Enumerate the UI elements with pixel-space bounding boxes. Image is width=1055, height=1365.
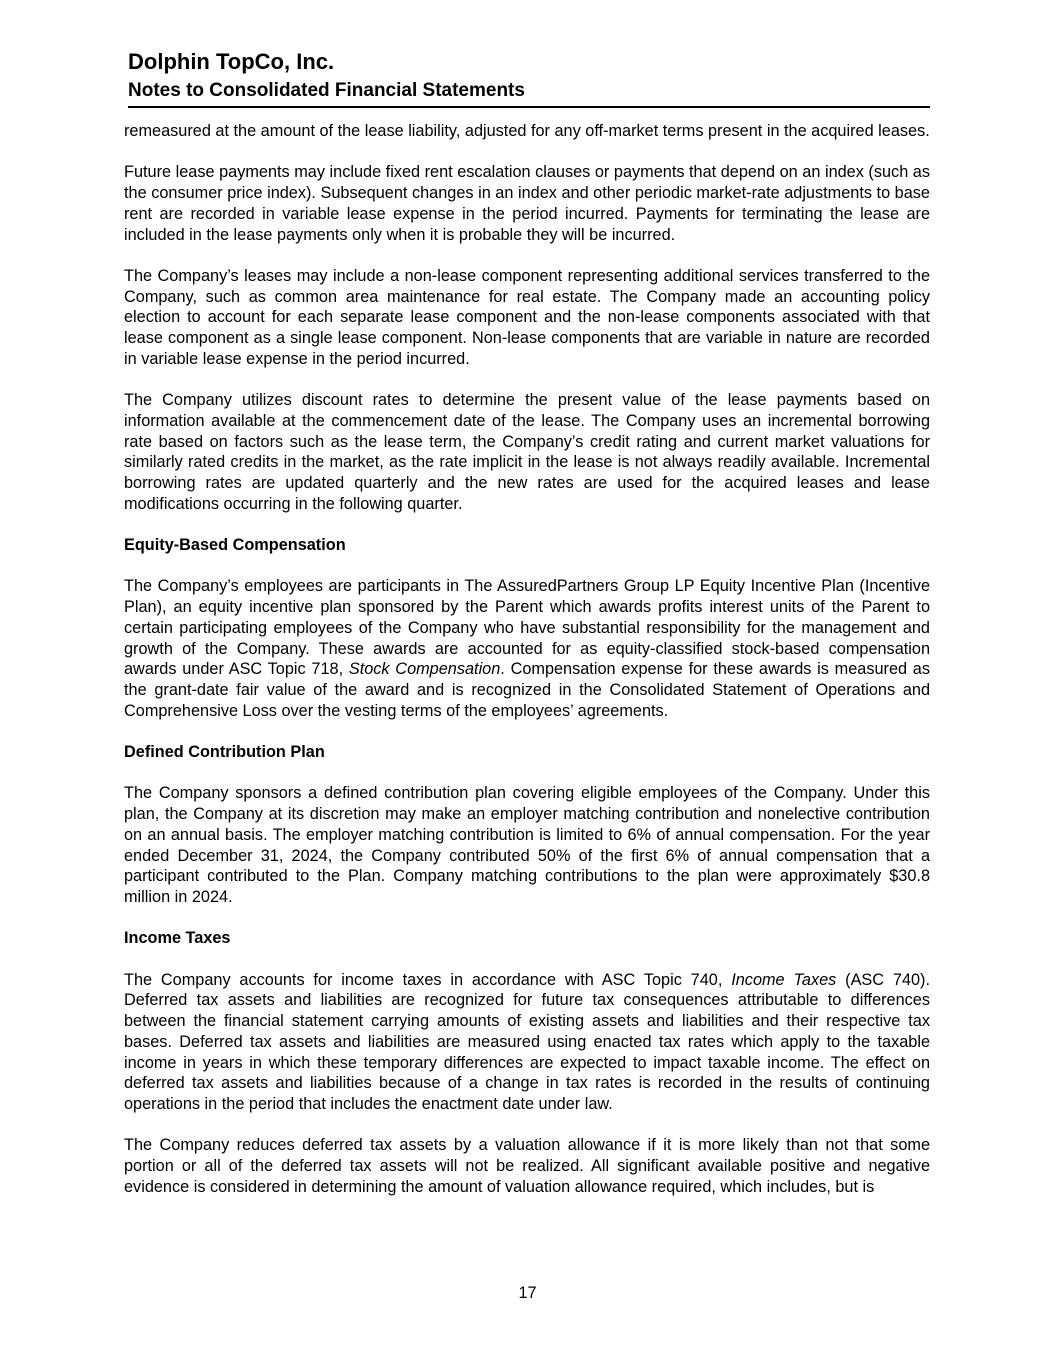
heading-defined-contribution-plan: Defined Contribution Plan <box>124 743 325 761</box>
paragraph-equity-text-b: . Compensation expense for these awards is measured as the grant-date fair value of the award and is recognized in the Consolidated Statement of Operations and Comprehensive Loss over the vesting terms of the employees’ agreements. <box>124 660 930 720</box>
paragraph-tax-text-b: (ASC 740). Deferred tax assets and liabilities are recognized for future tax consequences attributable to differences between the financial statement carrying amounts of existing assets and liabilities and their respective tax bases. Deferred tax assets and liabilities are measured using enacted tax rates which apply to the taxable income in years in which these temporary differences are expected to impact taxable income. The effect on deferred tax assets and liabilities because of a change in tax rates is recorded in the results of continuing operations in the period that includes the enactment date under law. <box>124 970 930 1113</box>
paragraph-discount-rates: The Company utilizes discount rates to determine the present value of the lease payments based on information available at the commencement date of the lease. The Company uses an incremental borrowing rate based on factors such as the lease term, the Company’s credit rating and current market valuations for similarly rated credits in the market, as the rate implicit in the lease is not always readily available. Incremental borrowing rates are updated quarterly and the new rates are used for the acquired leases and lease modifications occurring in the following quarter. <box>124 391 930 513</box>
paragraph-future-lease-payments: Future lease payments may include fixed rent escalation clauses or payments that depend on an index (such as the consumer price index). Subsequent changes in an index and other periodic market-rate adjustments to base rent are recorded in variable lease expense in the period incurred. Payments for terminating the lease are included in the lease payments only when it is probable they will be incurred. <box>124 163 930 244</box>
document-body <box>124 121 930 1218</box>
paragraph-tax-text-a: The Company accounts for income taxes in accordance with ASC Topic 740, <box>124 970 732 989</box>
heading-income-taxes: Income Taxes <box>124 929 231 948</box>
paragraph-income-taxes <box>124 970 930 1115</box>
document-subtitle: Notes to Consolidated Financial Statements <box>128 80 525 101</box>
company-name: Dolphin TopCo, Inc. <box>128 49 335 74</box>
paragraph-valuation-allowance: The Company reduces deferred tax assets by a valuation allowance if it is more likely than not that some portion or all of the deferred tax assets will not be realized. All significant available positive and negative evidence is considered in determining the amount of valuation allowance required, which includes, but is <box>124 1136 930 1196</box>
paragraph-equity-italic: Stock Compensation <box>348 660 501 679</box>
page-header <box>128 47 930 108</box>
page-number: 17 <box>518 1284 537 1302</box>
paragraph-tax-italic: Income Taxes <box>731 970 837 989</box>
paragraph-equity-compensation <box>124 576 930 721</box>
paragraph-equity-text-a: The Company’s employees are participants in The AssuredPartners Group LP Equity Incentive Plan (Incentive Plan), an equity incentive plan sponsored by the Parent which awards profits interest units of the Parent to certain participating employees of the Company who have substantial responsibility for the management and growth of the Company. These awards are accounted for as equity-classified stock-based compensation awards under ASC Topic 718, <box>124 577 930 679</box>
heading-equity-based-compensation: Equity-Based Compensation <box>124 536 346 554</box>
paragraph-defined-contribution: The Company sponsors a defined contribution plan covering eligible employees of the Company. Under this plan, the Company at its discretion may make an employer matching contribution and nonelective contribution on an annual basis. The employer matching contribution is limited to 6% of annual compensation. For the year ended December 31, 2024, the Company contributed 50% of the first 6% of annual compensation that a participant contributed to the Plan. Company matching contributions to the plan were approximately $30.8 million in 2024. <box>124 784 930 906</box>
paragraph-non-lease-components: The Company’s leases may include a non-lease component representing additional services transferred to the Company, such as common area maintenance for real estate. The Company made an accounting policy election to account for each separate lease component and the non-lease components associated with that lease component as a single lease component. Non-lease components that are variable in nature are recorded in variable lease expense in the period incurred. <box>124 266 930 368</box>
paragraph-lease-remeasurement: remeasured at the amount of the lease liability, adjusted for any off-market terms present in the acquired leases. <box>124 122 930 140</box>
